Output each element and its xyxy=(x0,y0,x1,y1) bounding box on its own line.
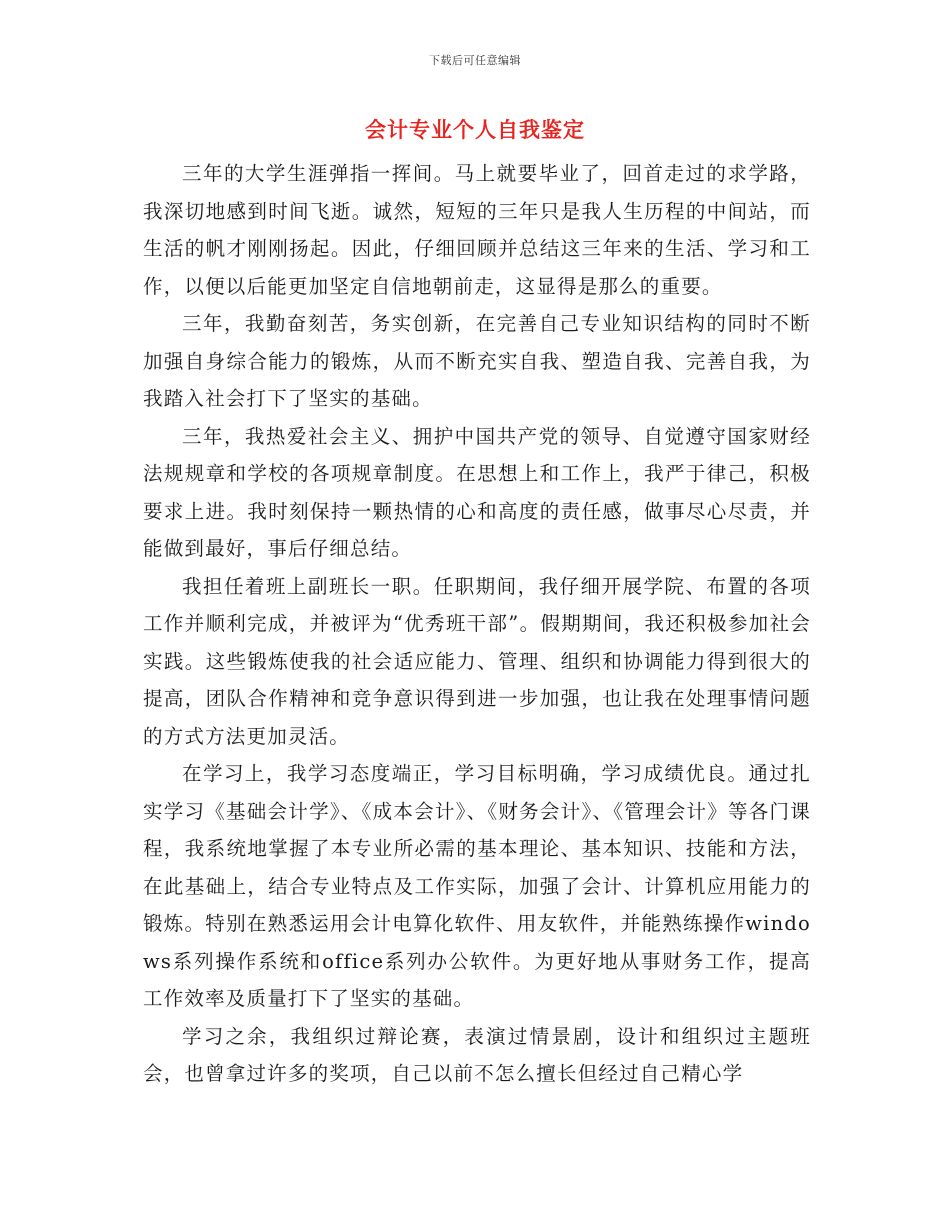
paragraph-4: 我担任着班上副班长一职。任职期间，我仔细开展学院、布置的各项工作并顺利完成，并被评为“优秀班干部”。假期期间，我还积极参加社会实践。这些锻炼使我的社会适应能力、管理、组织和协调能力得到很大的提高，团队合作精神和竞争意识得到进一步加强，也让我在处理事情问题的方式方法更加灵活。 xyxy=(143,574,811,748)
paragraph-2: 三年，我勤奋刻苦，务实创新，在完善自己专业知识结构的同时不断加强自身综合能力的锻炼，从而不断充实自我、塑造自我、完善自我，为我踏入社会打下了坚实的基础。 xyxy=(143,312,811,410)
paragraph-6: 学习之余，我组织过辩论赛，表演过情景剧，设计和组织过主题班会，也曾拿过许多的奖项，自己以前不怎么擅长但经过自己精心学 xyxy=(143,1024,811,1085)
paragraph-5: 在学习上，我学习态度端正，学习目标明确，学习成绩优良。通过扎实学习《基础会计学》、《成本会计》、《财务会计》、《管理会计》等各门课程，我系统地掌握了本专业所必需的基本理论、基本知识、技能和方法，在此基础上，结合专业特点及工作实际，加强了会计、计算机应用能力的锻炼。特别在熟悉运用会计电算化软件、用友软件，并能熟练操作windows系列操作系统和office系列办公软件。为更好地从事财务工作，提高工作效率及质量打下了坚实的基础。 xyxy=(143,762,811,1010)
document-title: 会计专业个人自我鉴定 xyxy=(365,117,585,142)
page-header-note: 下载后可任意编辑 xyxy=(429,54,521,67)
paragraph-1: 三年的大学生涯弹指一挥间。马上就要毕业了，回首走过的求学路，我深切地感到时间飞逝。诚然，短短的三年只是我人生历程的中间站，而生活的帆才刚刚扬起。因此，仔细回顾并总结这三年来的生活、学习和工作，以便以后能更加坚定自信地朝前走，这显得是那么的重要。 xyxy=(143,162,811,298)
paragraph-3: 三年，我热爱社会主义、拥护中国共产党的领导、自觉遵守国家财经法规规章和学校的各项规章制度。在思想上和工作上，我严于律己，积极要求上进。我时刻保持一颗热情的心和高度的责任感，做事尽心尽责，并能做到最好，事后仔细总结。 xyxy=(143,424,811,560)
document-body xyxy=(143,155,811,1093)
